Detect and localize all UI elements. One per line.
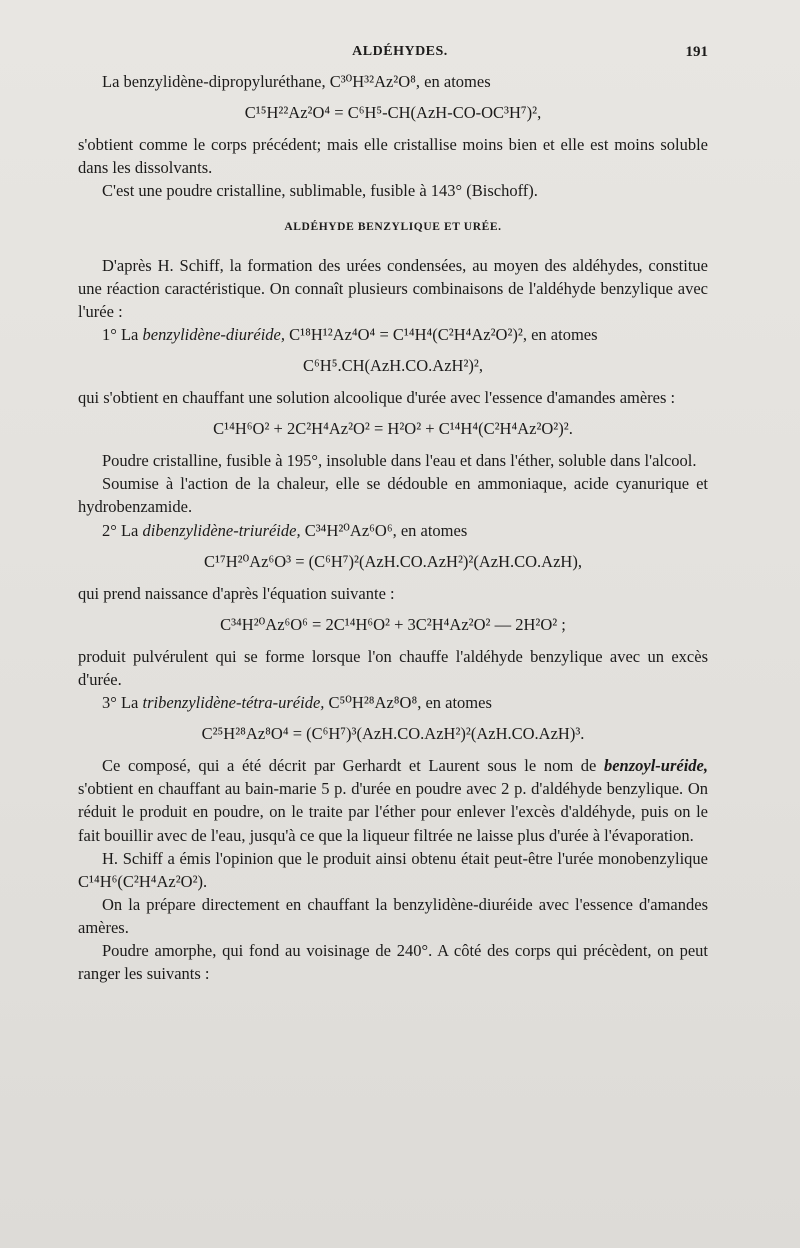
- list-item: [78, 323, 708, 346]
- paragraph: H. Schiff a émis l'opinion que le produit ainsi obtenu était peut-être l'urée monobenzylique C¹⁴H⁶(C²H⁴Az²O²).: [78, 848, 708, 891]
- paragraph: On la prépare directement en chauffant la benzylidène-diuréide avec l'essence d'amandes amères.: [78, 894, 708, 937]
- paragraph: produit pulvérulent qui se forme lorsque l'on chauffe l'aldéhyde benzylique avec un excès d'urée.: [78, 646, 708, 689]
- paragraph: D'après H. Schiff, la formation des urées condensées, au moyen des aldéhydes, constitue une réaction caractéristique. On connaît plusieurs combinaisons de l'aldéhyde benzylique avec l'urée :: [78, 255, 708, 321]
- item-number: 3° La: [102, 693, 143, 713]
- paragraph: qui prend naissance d'après l'équation suivante :: [78, 583, 395, 603]
- paragraph-text: s'obtient en chauffant au bain-marie 5 p. d'urée en poudre avec 2 p. d'aldéhyde benzylique. On réduit le produit en poudre, on le traite par l'éther pour enlever l'excès d'aldéhyde, puis on le fait bouillir avec de l'eau, jusqu'à ce que la liqueur filtrée ne laisse plus d'urée à l'évaporation.: [78, 779, 708, 845]
- paragraph: Soumise à l'action de la chaleur, elle se dédouble en ammoniaque, acide cyanurique et hydrobenzamide.: [78, 474, 708, 517]
- compound-name: benzylidène-diuréide,: [142, 324, 286, 344]
- item-number: 2° La: [102, 520, 143, 540]
- item-text: C⁵⁰H²⁸Az⁸O⁸, en atomes: [324, 693, 492, 713]
- paragraph: s'obtient comme le corps précédent; mais elle cristallise moins bien et elle est moins soluble dans les dissolvants.: [78, 135, 708, 178]
- paragraph: Poudre amorphe, qui fond au voisinage de 240°. A côté des corps qui précèdent, on peut ranger les suivants :: [78, 941, 708, 984]
- running-title: ALDÉHYDES.: [352, 44, 448, 59]
- page-body: [78, 70, 708, 985]
- item-text: C¹⁸H¹²Az⁴O⁴ = C¹⁴H⁴(C²H⁴Az²O²)², en atomes: [285, 324, 598, 344]
- paragraph: qui s'obtient en chauffant une solution alcoolique d'urée avec l'essence d'amandes amères :: [78, 388, 676, 408]
- formula: C⁶H⁵.CH(AzH.CO.AzH²)²,: [303, 355, 483, 375]
- paragraph: Poudre cristalline, fusible à 195°, insoluble dans l'eau et dans l'éther, soluble dans l'alcool.: [102, 451, 697, 471]
- compound-name: benzoyl-uréide,: [603, 756, 708, 776]
- compound-name: dibenzylidène-triuréide,: [142, 520, 301, 540]
- formula: C³⁴H²⁰Az⁶O⁶ = 2C¹⁴H⁶O² + 3C²H⁴Az²O² — 2H²O² ;: [220, 614, 566, 634]
- paragraph: [78, 754, 708, 846]
- section-heading: ALDÉHYDE BENZYLIQUE ET URÉE.: [284, 221, 502, 234]
- item-number: 1° La: [102, 324, 143, 344]
- list-item: [78, 519, 708, 542]
- list-item: [78, 691, 708, 714]
- page-number: 191: [685, 44, 708, 60]
- formula: C¹⁵H²²Az²O⁴ = C⁶H⁵-CH(AzH-CO-OC³H⁷)²,: [244, 103, 542, 123]
- paragraph: C'est une poudre cristalline, sublimable, fusible à 143° (Bischoff).: [102, 181, 538, 201]
- paragraph-text: Ce composé, qui a été décrit par Gerhardt et Laurent sous le nom de: [102, 756, 604, 776]
- formula: C¹⁴H⁶O² + 2C²H⁴Az²O² = H²O² + C¹⁴H⁴(C²H⁴Az²O²)².: [213, 419, 573, 439]
- formula: C²⁵H²⁸Az⁸O⁴ = (C⁶H⁷)³(AzH.CO.AzH²)²(AzH.CO.AzH)³.: [201, 724, 585, 744]
- formula: C¹⁷H²⁰Az⁶O³ = (C⁶H⁷)²(AzH.CO.AzH²)²(AzH.CO.AzH),: [204, 551, 582, 571]
- item-text: C³⁴H²⁰Az⁶O⁶, en atomes: [300, 520, 468, 540]
- paragraph: La benzylidène-dipropyluréthane, C³⁰H³²Az²O⁸, en atomes: [102, 72, 491, 91]
- page-header: [0, 44, 800, 64]
- compound-name: tribenzylidène-tétra-uréide,: [142, 693, 325, 713]
